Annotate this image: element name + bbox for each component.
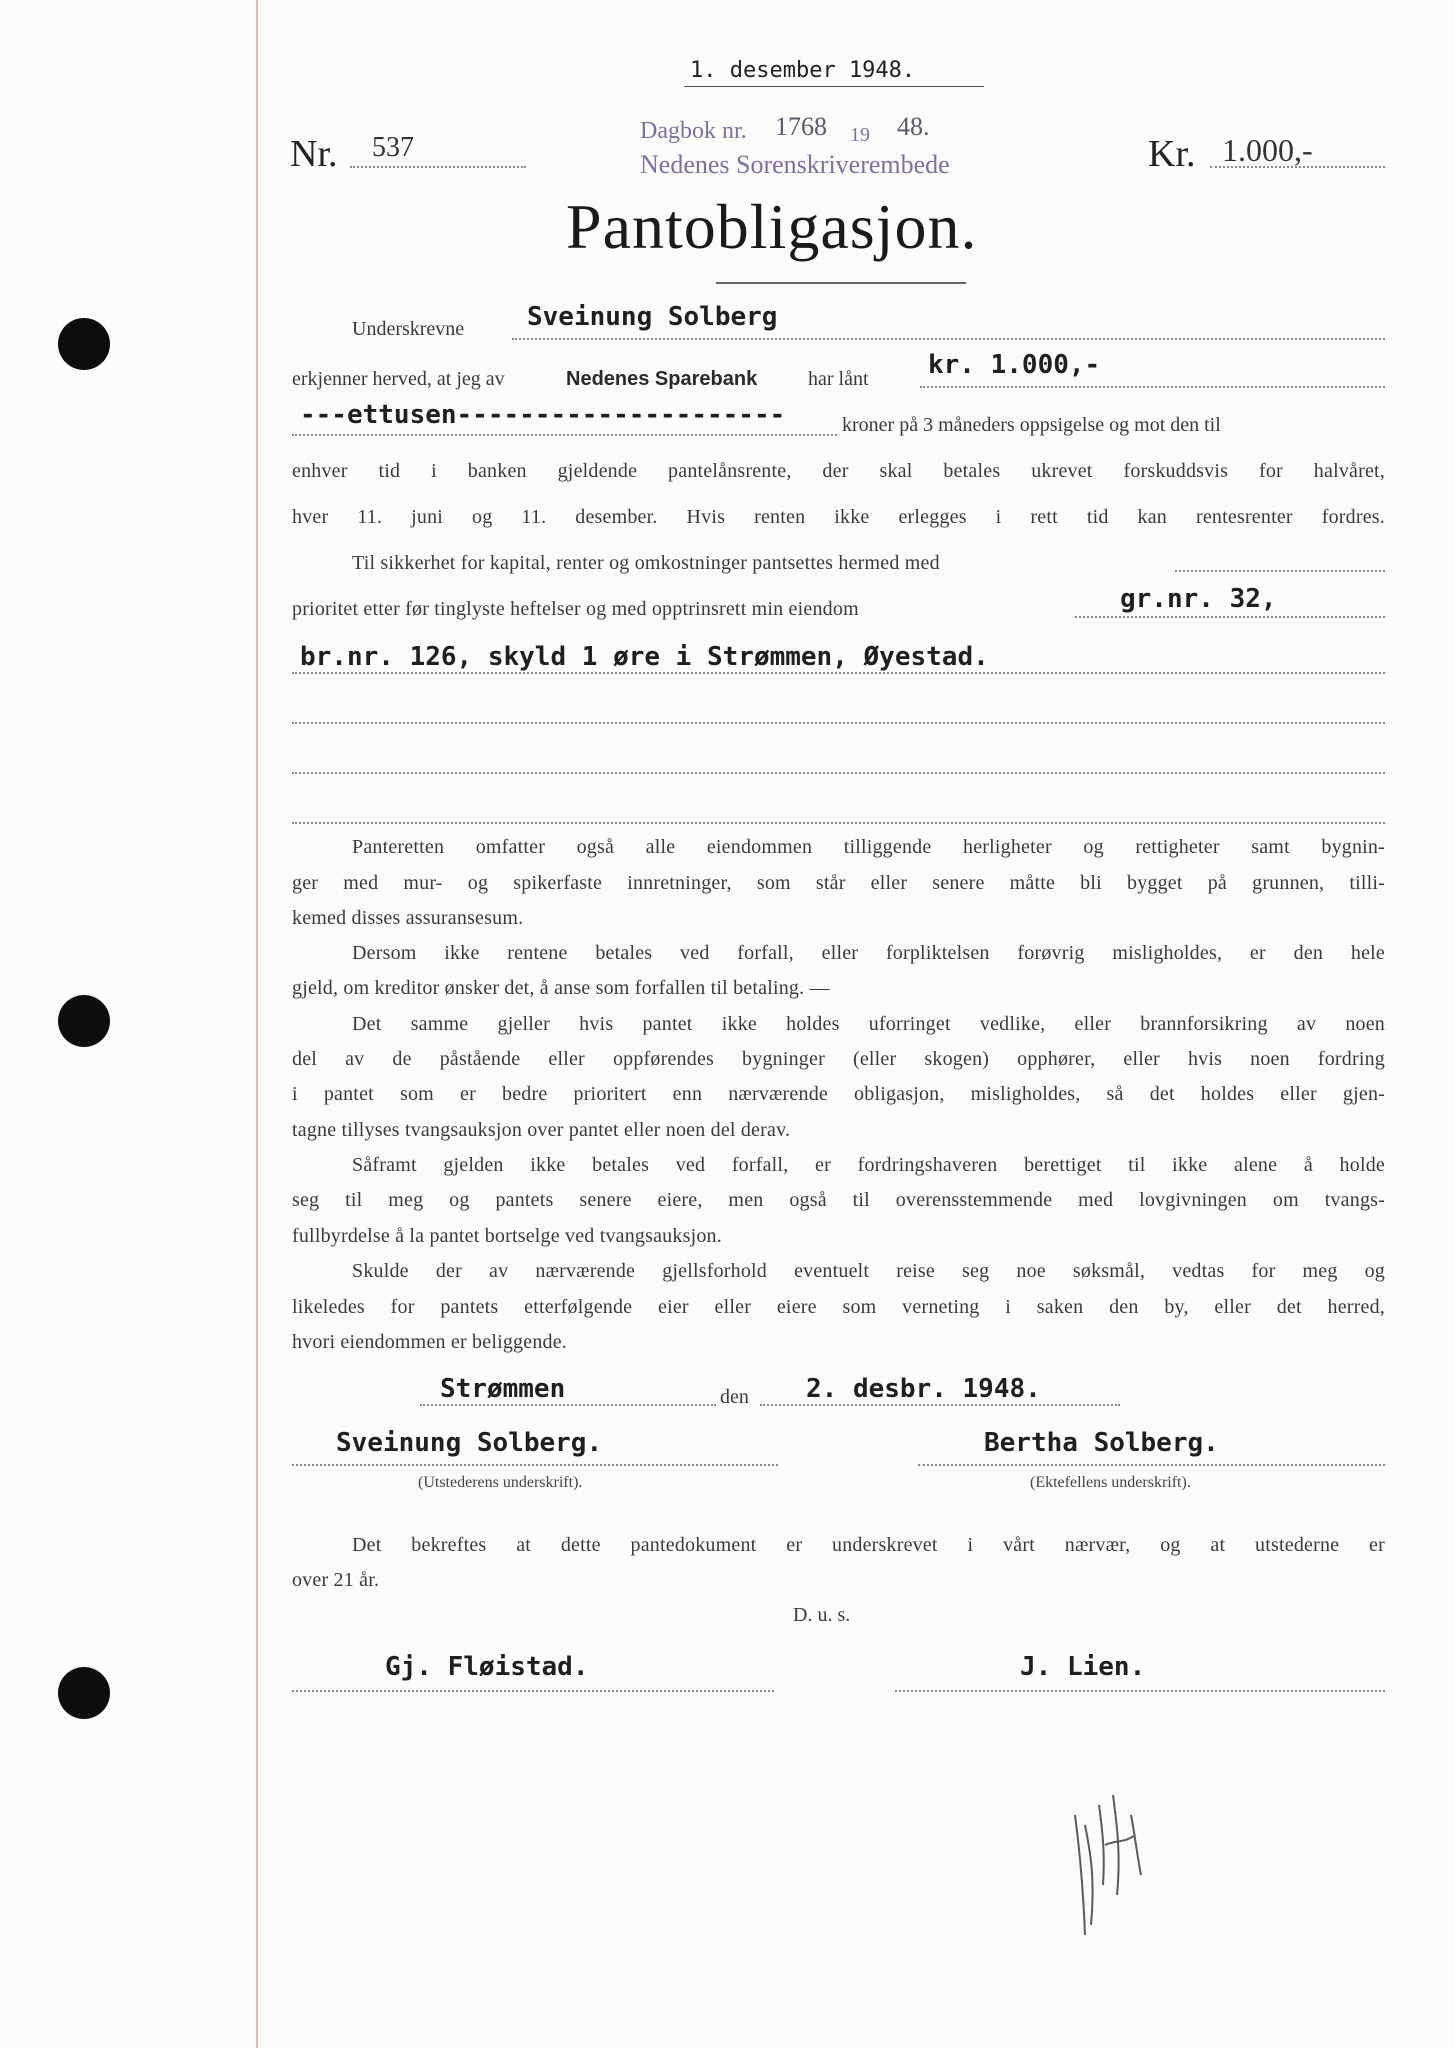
line-6-dotted-line [1175, 570, 1385, 572]
blank-dotted-line-3 [292, 822, 1385, 824]
signing-date: 2. desbr. 1948. [806, 1374, 1041, 1404]
amount-words-dotted-line [292, 434, 837, 436]
witness-line-2: over 21 år. [292, 1569, 380, 1591]
paragraph-5-line-2: likeledes for pantets etterfølgende eier eller eiere som verneting i saken den by, eller det herred, [292, 1296, 1385, 1318]
intro-line-4: enhver tid i banken gjeldende pantelånsrente, der skal betales ukrevet forskuddsvis for halvåret, [292, 460, 1385, 482]
blank-dotted-line-2 [292, 772, 1385, 774]
witness-2-signature: J. Lien. [1020, 1652, 1146, 1682]
date-stamp: 1. desember 1948. [690, 58, 916, 83]
paragraph-5-line-1: Skulde der av nærværende gjellsforhold eventuelt reise seg noe søksmål, vedtas for meg og [352, 1260, 1385, 1282]
margin-line [256, 0, 258, 2048]
witness-2-dotted-line [895, 1690, 1385, 1692]
bank-name: Nedenes Sparebank [566, 368, 758, 390]
amount-dotted-line [920, 386, 1385, 388]
office-stamp: Nedenes Sorenskriverembede [640, 150, 950, 179]
intro-line-2: erkjenner herved, at jeg av [292, 368, 505, 390]
undersigned-label: Underskrevne [352, 318, 465, 340]
intro-line-6: Til sikkerhet for kapital, renter og omkostninger pantsettes hermed med [352, 552, 940, 574]
property-line-1: gr.nr. 32, [1120, 584, 1277, 614]
paragraph-1-line-2: ger med mur- og spikerfaste innretninger, som står eller senere måtte bli bygget på grunnen, tilli- [292, 872, 1385, 894]
intro-line-3-tail: kroner på 3 måneders oppsigelse og mot den til [842, 414, 1221, 436]
paragraph-3-line-1: Det samme gjeller hvis pantet ikke holdes uforringet vedlike, eller brannforsikring av noen [352, 1013, 1385, 1035]
witness-1-dotted-line [292, 1690, 774, 1692]
paragraph-3-line-3: i pantet som er bedre prioritert enn nærværende obligasjon, misligholdes, så det holdes eller gjen- [292, 1083, 1385, 1105]
nr-label: Nr. [290, 133, 338, 175]
amount-words: ---ettusen--------------------- [300, 400, 786, 430]
kr-label: Kr. [1148, 133, 1196, 175]
dagbok-year: 48. [897, 112, 930, 141]
undersigned-dotted-line [512, 338, 1385, 340]
paragraph-5-line-3: hvori eiendommen er beliggende. [292, 1331, 567, 1353]
paragraph-1-line-3: kemed disses assuransesum. [292, 907, 524, 929]
dus-label: D. u. s. [793, 1604, 851, 1626]
paragraph-1-line-1: Panteretten omfatter også alle eiendommen tilliggende herligheter og rettigheter samt bygnin- [352, 836, 1385, 858]
den-label: den [720, 1386, 749, 1408]
date-dotted-line [760, 1404, 1120, 1406]
issuer-dotted-line [292, 1464, 778, 1466]
punch-hole-top [58, 318, 110, 370]
paragraph-3-line-2: del av de påstående eller oppførendes bygninger (eller skogen) opphører, eller hvis noen fordring [292, 1048, 1385, 1070]
punch-hole-bottom [58, 1667, 110, 1719]
dagbok-label: Dagbok nr. [640, 118, 747, 144]
kr-dotted-line [1210, 166, 1385, 168]
place-dotted-line [420, 1404, 716, 1406]
dagbok-year-prefix: 19 [850, 124, 870, 146]
title-rule [716, 282, 966, 284]
spouse-caption: (Ektefellens underskrift). [1030, 1474, 1191, 1491]
property-line-2: br.nr. 126, skyld 1 øre i Strømmen, Øyestad. [300, 642, 989, 672]
kr-value: 1.000,- [1222, 132, 1313, 168]
blank-dotted-line-1 [292, 722, 1385, 724]
spouse-signature: Bertha Solberg. [984, 1428, 1219, 1458]
property-dotted-line-1 [1075, 616, 1385, 618]
handwritten-initials [1065, 1785, 1155, 1945]
loan-amount: kr. 1.000,- [928, 350, 1101, 380]
paragraph-4-line-3: fullbyrdelse å la pantet bortselge ved tvangsauksjon. [292, 1225, 722, 1247]
paragraph-3-line-4: tagne tillyses tvangsauksjon over pantet eller noen del derav. [292, 1119, 791, 1141]
witness-line-1: Det bekreftes at dette pantedokument er underskrevet i vårt nærvær, og at utstederne er [352, 1534, 1385, 1556]
issuer-signature: Sveinung Solberg. [336, 1428, 603, 1458]
nr-value: 537 [372, 132, 414, 163]
punch-hole-middle [58, 995, 110, 1047]
paragraph-4-line-1: Såframt gjelden ikke betales ved forfall, er fordringshaveren berettiget til ikke alene å holde [352, 1154, 1385, 1176]
issuer-caption: (Utstederens underskrift). [418, 1474, 583, 1491]
dagbok-number: 1768 [775, 112, 827, 141]
signing-place: Strømmen [440, 1374, 566, 1404]
document-title: Pantobligasjon. [566, 191, 978, 262]
spouse-dotted-line [918, 1464, 1385, 1466]
witness-1-signature: Gj. Fløistad. [385, 1652, 589, 1682]
nr-dotted-line [350, 166, 526, 168]
undersigned-name: Sveinung Solberg [527, 302, 778, 332]
property-dotted-line-2 [292, 672, 1385, 674]
intro-line-5: hver 11. juni og 11. desember. Hvis renten ikke erlegges i rett tid kan rentesrenter fordres. [292, 506, 1385, 528]
date-stamp-underline [684, 86, 984, 87]
paragraph-2-line-1: Dersom ikke rentene betales ved forfall, eller forpliktelsen forøvrig misligholdes, er den hele [352, 942, 1385, 964]
intro-line-7: prioritet etter før tinglyste heftelser og med opptrinsrett min eiendom [292, 598, 859, 620]
paragraph-2-line-2: gjeld, om kreditor ønsker det, å anse som forfallen til betaling. — [292, 977, 830, 999]
har-laant: har lånt [808, 368, 869, 390]
paragraph-4-line-2: seg til meg og pantets senere eiere, men også til overensstemmende med lovgivningen om tvangs- [292, 1189, 1385, 1211]
